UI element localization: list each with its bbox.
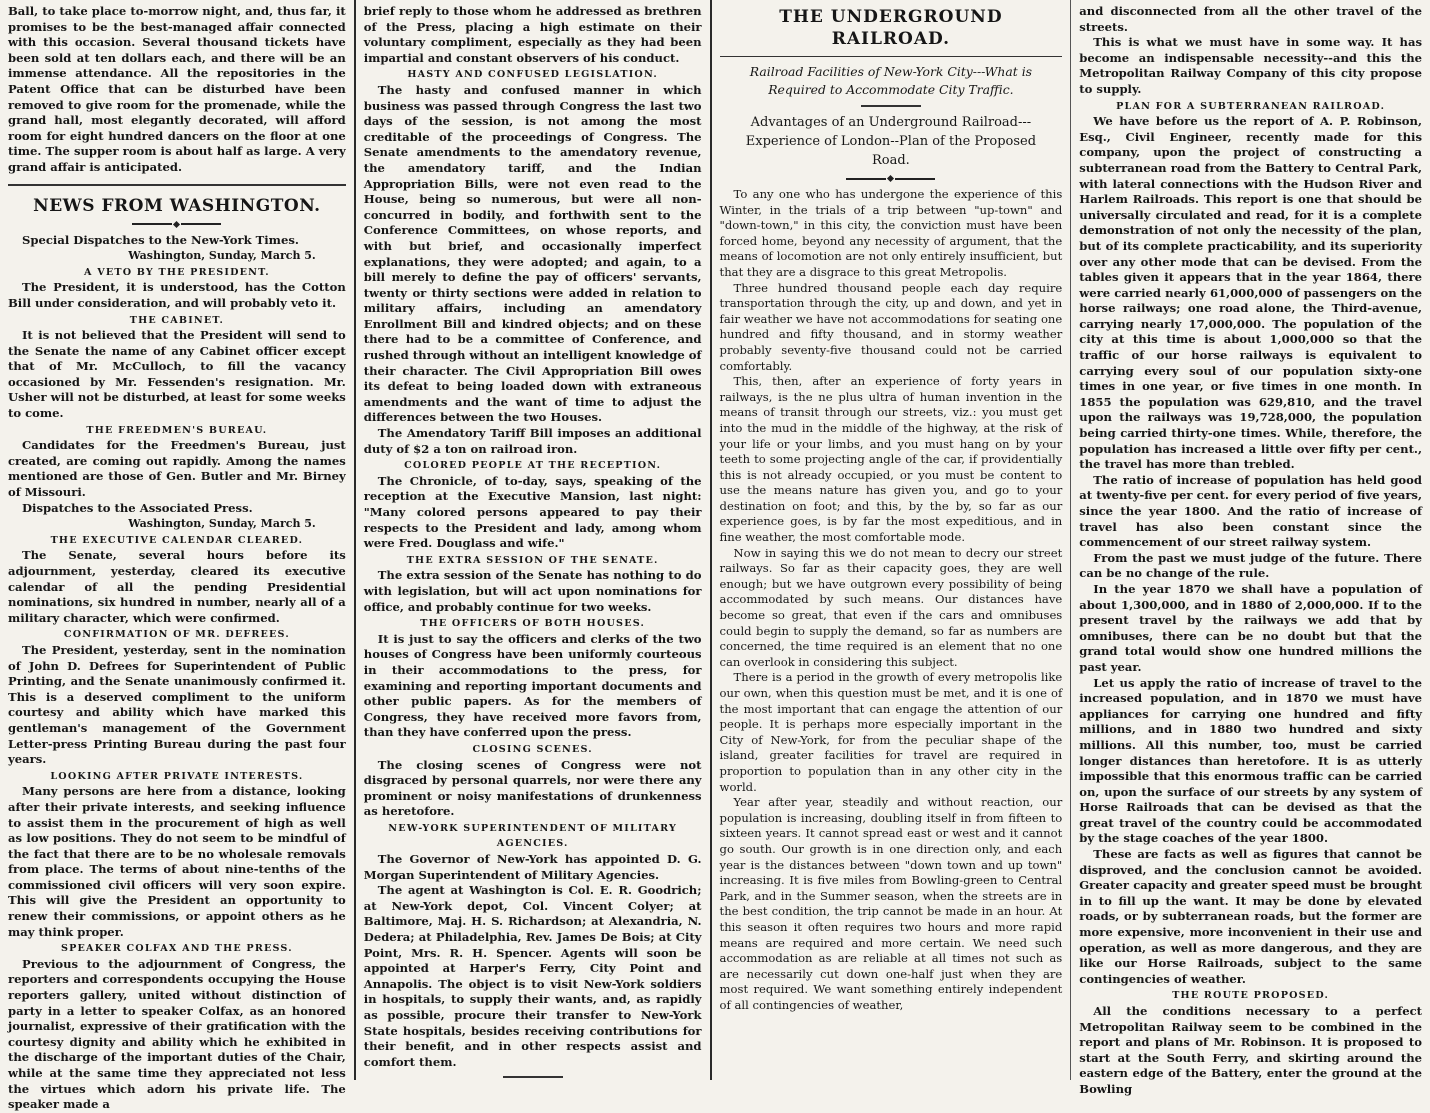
closing-scenes-paragraph: The closing scenes of Congress were not disgraced by personal quarrels, nor were there any prominent or noisy manifestations of drunkenness as heretofore. <box>363 757 702 819</box>
veto-paragraph: The President, it is understood, has the Cotton Bill under consideration, and will probably veto it. <box>8 280 346 310</box>
headline-underground-railroad: THE UNDERGROUND RAILROAD. <box>779 7 1003 49</box>
executive-calendar-paragraph: The Senate, several hours before its adjournment, yesterday, cleared its executive calendar of all the pending Presidential nominations, six hundred in number, nearly all of a military character, which were confirmed. <box>8 548 346 625</box>
railroad-paragraph-1: To any one who has undergone the experience of this Winter, in the trials of a trip between "up-town" and "down-town," in this city, the conviction must have been forced home, beyond any necessity of argument, that the means of locomotion are not only entirely insufficient, but that they are a disgrace to this great Metropolis. <box>719 187 1063 279</box>
ornament-divider <box>720 176 1063 181</box>
deck-advantages: Advantages of an Underground Railroad---Experience of London--Plan of the Proposed Road. <box>745 115 1037 168</box>
subhead-executive-calendar: THE EXECUTIVE CALENDAR CLEARED. <box>50 534 304 546</box>
headline-news-from-washington: NEWS FROM WASHINGTON. <box>33 195 321 216</box>
end-rule <box>503 1076 563 1078</box>
railroad-paragraph-2: Three hundred thousand people each day require transportation through the city, up and down, and yet in fair weather we have not accommodations for seating one hundred and fifty thousand, and in stormy weather probably seventy-five thousand could not be carried comfortably. <box>719 280 1063 373</box>
cabinet-paragraph: It is not believed that the President will send to the Senate the name of any Cabinet officer except that of Mr. McCulloch, to fill the vacancy occasioned by Mr. Fessenden's resignation. Mr. Usher will not be disturbed, at least for some weeks to come. <box>8 328 346 421</box>
railroad-col4-paragraph-6: Let us apply the ratio of increase of travel to the increased population, and in 1870 we must have appliances for carrying one hundred and fifty millions, and in 1880 two hundred and sixty millions. All this number, too, must be carried longer distances than heretofore. It is as utterly impossible that this enormous traffic can be carried on, upon the surface of our streets by any system of Horse Railroads that can be devised as that the great travel of the country could be accommodated by the stage coaches of the year 1800. <box>1079 675 1422 846</box>
railroad-col4-paragraph-7: These are facts as well as figures that cannot be disproved, and the conclusion cannot be avoided. Greater capacity and greater speed must be brought in to fill up the want. It may be done by elevated roads, or by subterranean roads, but the former are more expensive, more inconvenient in their use and operation, as well as more dangerous, and they are like our Horse Railroads, subject to the same contingencies of weather. <box>1079 847 1422 986</box>
railroad-paragraph-3: This, then, after an experience of forty years in railways, is the ne plus ultra of human invention in the means of transit through our streets, viz.: you must get into the mud in the middle of the highway, at the risk of your life or your limbs, and you must hang on by your teeth to some projecting angle of the car, if providentially this is not already occupied, or you must be content to use the means nature has given you, and go to your destination on foot; and this, by the by, so far as our experience goes, is by far the most expeditious, and in fine weather, the most comfortable mode. <box>719 374 1063 545</box>
subhead-freedmen: THE FREEDMEN'S BUREAU. <box>86 424 268 436</box>
column-3 <box>712 0 1071 1080</box>
military-agencies-paragraph-2: The agent at Washington is Col. E. R. Goodrich; at New-York depot, Col. Vincent Colyer; at Baltimore, Maj. H. S. Richardson; at Alexandria, N. Dedera; at Philadelphia, Rev. James De Bois; at City Point, Mrs. R. H. Spencer. Agents will soon be appointed at Harper's Ferry, City Point and Annapolis. The object is to visit New-York soldiers in hospitals, to supply their wants, and, as rapidly as possible, procure their transfer to New-York State hospitals, besides receiving contributions for their benefit, and in other respects assist and comfort them. <box>363 883 702 1069</box>
subhead-veto: A VETO BY THE PRESIDENT. <box>84 266 270 278</box>
subhead-extra-session: THE EXTRA SESSION OF THE SENATE. <box>406 554 659 566</box>
subhead-defrees: CONFIRMATION OF MR. DEFREES. <box>63 629 290 641</box>
railroad-paragraph-5: There is a period in the growth of every metropolis like our own, when this question must be met, and it is one of the most important that can engage the attention of our people. It is perhaps more especially important in the City of New-York, for from the peculiar shape of the island, greater facilities for travel are required in proportion to population than in any other city in the world. <box>719 670 1063 794</box>
dateline: Washington, Sunday, March 5. <box>128 517 316 531</box>
deck-railroad-facilities: Railroad Facilities of New-York City---What is Required to Accommodate City Traffic. <box>749 64 1033 97</box>
colfax-paragraph: Previous to the adjournment of Congress, the reporters and correspondents occupying the House reporters gallery, united without distinction of party in a letter to speaker Colfax, as an honored journalist, expressive of their gratification with the courtesy dignity and ability which he exhibited in the discharge of the important duties of the Chair, while at the same time they appreciated not less the virtues which adorn his private life. The speaker made a <box>8 956 346 1112</box>
colored-people-paragraph: The Chronicle, of to-day, says, speaking of the reception at the Executive Mansion, last night: "Many colored persons appeared to pay their respects to the President and lady, among whom were Fred. Douglass and wife." <box>363 473 702 551</box>
subhead-hasty-legislation: HASTY AND CONFUSED LEGISLATION. <box>407 69 658 81</box>
column-2 <box>356 0 710 1080</box>
subhead-closing-scenes: CLOSING SCENES. <box>472 743 593 755</box>
column-1 <box>0 0 354 1112</box>
subhead-route-proposed: THE ROUTE PROPOSED. <box>1172 990 1330 1002</box>
subhead-officers: THE OFFICERS OF BOTH HOUSES. <box>420 618 646 630</box>
private-interests-paragraph: Many persons are here from a distance, looking after their private interests, and seeking influence to assist them in the procurement of high as well as low positions. They do not seem to be mindful of the fact that there are to be no wholesale removals from place. The terms of about nine-tenths of the commissioned civil officers will very soon expire. This will give the President an opportunity to renew their commissions, or appoint others as he may think proper. <box>8 784 346 939</box>
military-agencies-paragraph-1: The Governor of New-York has appointed D. G. Morgan Superintendent of Military Agencies. <box>363 852 702 882</box>
railroad-paragraph-4: Now in saying this we do not mean to decry our street railways. So far as their capacity goes, they are well enough; but we have outgrown every possibility of being accommodated by such means. Our distances have become so great, that even if the cars and omnibuses could begin to supply the demand, so far as numbers are concerned, the time required is an element that no one can overlook in considering this subject. <box>719 545 1063 669</box>
associated-press-line: Dispatches to the Associated Press. <box>22 500 253 515</box>
tariff-paragraph: The Amendatory Tariff Bill imposes an additional duty of $2 a ton on railroad iron. <box>363 426 702 456</box>
subhead-subterranean-plan: PLAN FOR A SUBTERRANEAN RAILROAD. <box>1116 100 1386 112</box>
extra-session-paragraph: The extra session of the Senate has nothing to do with legislation, but will act upon nominations for office, and probably continue for two weeks. <box>363 568 702 614</box>
railroad-paragraph-6: Year after year, steadily and without reaction, our population is increasing, doubling itself in from fifteen to sixteen years. It cannot spread east or west and it cannot go south. Our growth is in one direction only, and each year is the distances between "down town and up town" increasing. It is five miles from Bowling-green to Central Park, and in the Summer season, when the streets are in the best condition, the trip cannot be made in an hour. At this season it often requires two hours and more rapid means are required and more certain. We need such accommodation as are reliable at all times not such as are necessarily cut down one-half just when they are most required. We want something entirely independent of all contingencies of weather, <box>719 795 1063 1012</box>
defrees-paragraph: The President, yesterday, sent in the nomination of John D. Defrees for Superintendent of Public Printing, and the Senate unanimously confirmed it. This is a deserved compliment to the uniform courtesy and ability which have marked this gentleman's management of the Government Letter-press Printing Bureau during the past four years. <box>8 642 346 767</box>
subhead-colored-people: COLORED PEOPLE AT THE RECEPTION. <box>404 460 662 472</box>
colfax-continued-paragraph: brief reply to those whom he addressed as brethren of the Press, placing a high estimate on their voluntary compliment, especially as they had been impartial and constant observers of his conduct. <box>363 4 702 65</box>
railroad-col4-paragraph-1: This is what we must have in some way. It has become an indispensable necessity--and this the Metropolitan Railway Company of this city propose to supply. <box>1079 35 1422 96</box>
dateline: Washington, Sunday, March 5. <box>128 249 316 263</box>
subhead-cabinet: THE CABINET. <box>129 314 225 326</box>
hasty-legislation-paragraph: The hasty and confused manner in which business was passed through Congress the last two days of the session, is not among the most creditable of the proceedings of Congress. The Senate amendments to the amendatory revenue, the amendatory tariff, and the Indian Appropriation Bills, were not even read to the House, being so numerous, but were all non-concurred in bodily, and forthwith sent to the Conference Committees, on whose reports, and with but brief, and occasionally imperfect explanations, they were adopted; and again, to a bill merely to define the pay of officers' servants, twenty or thirty sections were added in relation to military affairs, including an amendatory Enrollment Bill and kindred objects; and on these there had to be a committee of Conference, and rushed through without an intelligent knowledge of their character. The Civil Appropriation Bill owes its defeat to being loaded down with extraneous amendments and the want of time to adjust the differences between the two Houses. <box>363 82 702 425</box>
title-rule <box>720 56 1063 57</box>
subhead-colfax: SPEAKER COLFAX AND THE PRESS. <box>61 943 293 955</box>
deck-rule <box>861 105 921 107</box>
railroad-col4-paragraph-4: From the past we must judge of the future. There can be no change of the rule. <box>1079 550 1422 581</box>
column-4 <box>1071 0 1430 1096</box>
ball-paragraph: Ball, to take place to-morrow night, and, thus far, it promises to be the best-managed affair connected with this occasion. Several thousand tickets have been sold at ten dollars each, and there will be an immense attendance. All the repositories in the Patent Office that can be disturbed have been removed to give room for the promenade, while the grand hall, most elegantly decorated, will afford room for eight hundred dancers on the floor at one time. The supper room is about half as large. A very grand affair is anticipated. <box>8 4 346 174</box>
ornament-divider <box>8 222 346 227</box>
railroad-col4-paragraph-8: All the conditions necessary to a perfect Metropolitan Railway seem to be combined in the report and plans of Mr. Robinson. It is proposed to start at the South Ferry, and skirting around the eastern edge of the Battery, enter the ground at the Bowling <box>1079 1004 1422 1096</box>
subhead-private-interests: LOOKING AFTER PRIVATE INTERESTS. <box>50 770 304 782</box>
railroad-col4-paragraph-2: We have before us the report of A. P. Robinson, Esq., Civil Engineer, recently made for this company, upon the project of constructing a subterranean road from the Battery to Central Park, with lateral connections with the Hudson River and Harlem Railroads. This report is one that should be universally circulated and read, for it is a complete demonstration of not only the necessity of the plan, but of its complete practicability, and its superiority over any other mode that can be devised. From the tables given it appears that in the year 1864, there were carried nearly 61,000,000 of passengers on the horse railways; one road alone, the Third-avenue, carrying nearly 17,000,000. The population of the city at this time is about 1,000,000 so that the traffic of our horse railways is equivalent to carrying every soul of our population sixty-one times in one year, or five times in one month. In 1855 the population was 629,810, and the travel upon the railways was 19,728,000, the population being carried thirty-one times. While, therefore, the population has increased a little over fifty per cent., the travel has more than trebled. <box>1079 114 1422 472</box>
special-dispatches-line: Special Dispatches to the New-York Times. <box>22 232 299 247</box>
railroad-col4-paragraph-5: In the year 1870 we shall have a population of about 1,300,000, and in 1880 of 2,000,000. If to the present travel by the railways we add that by omnibuses, there can be no doubt but that the grand total would show one hundred millions the past year. <box>1079 581 1422 674</box>
officers-paragraph: It is just to say the officers and clerks of the two houses of Congress have been uniformly courteous in their accommodations to the press, for examining and reporting important documents and other public papers. As for the members of Congress, they have received more favors from, than they have conferred upon the press. <box>363 631 702 740</box>
railroad-continued-paragraph: and disconnected from all the other travel of the streets. <box>1079 4 1422 34</box>
railroad-col4-paragraph-3: The ratio of increase of population has held good at twenty-five per cent. for every period of five years, since the year 1800. And the ratio of increase of travel has also been constant since the commencement of our street railway system. <box>1079 472 1422 550</box>
subhead-military-agencies: NEW-YORK SUPERINTENDENT OF MILITARY AGENCIES. <box>388 822 677 850</box>
column-divider <box>8 184 346 186</box>
freedmen-paragraph: Candidates for the Freedmen's Bureau, just created, are coming out rapidly. Among the names mentioned are those of Gen. Butler and Mr. Birney of Missouri. <box>8 438 346 500</box>
